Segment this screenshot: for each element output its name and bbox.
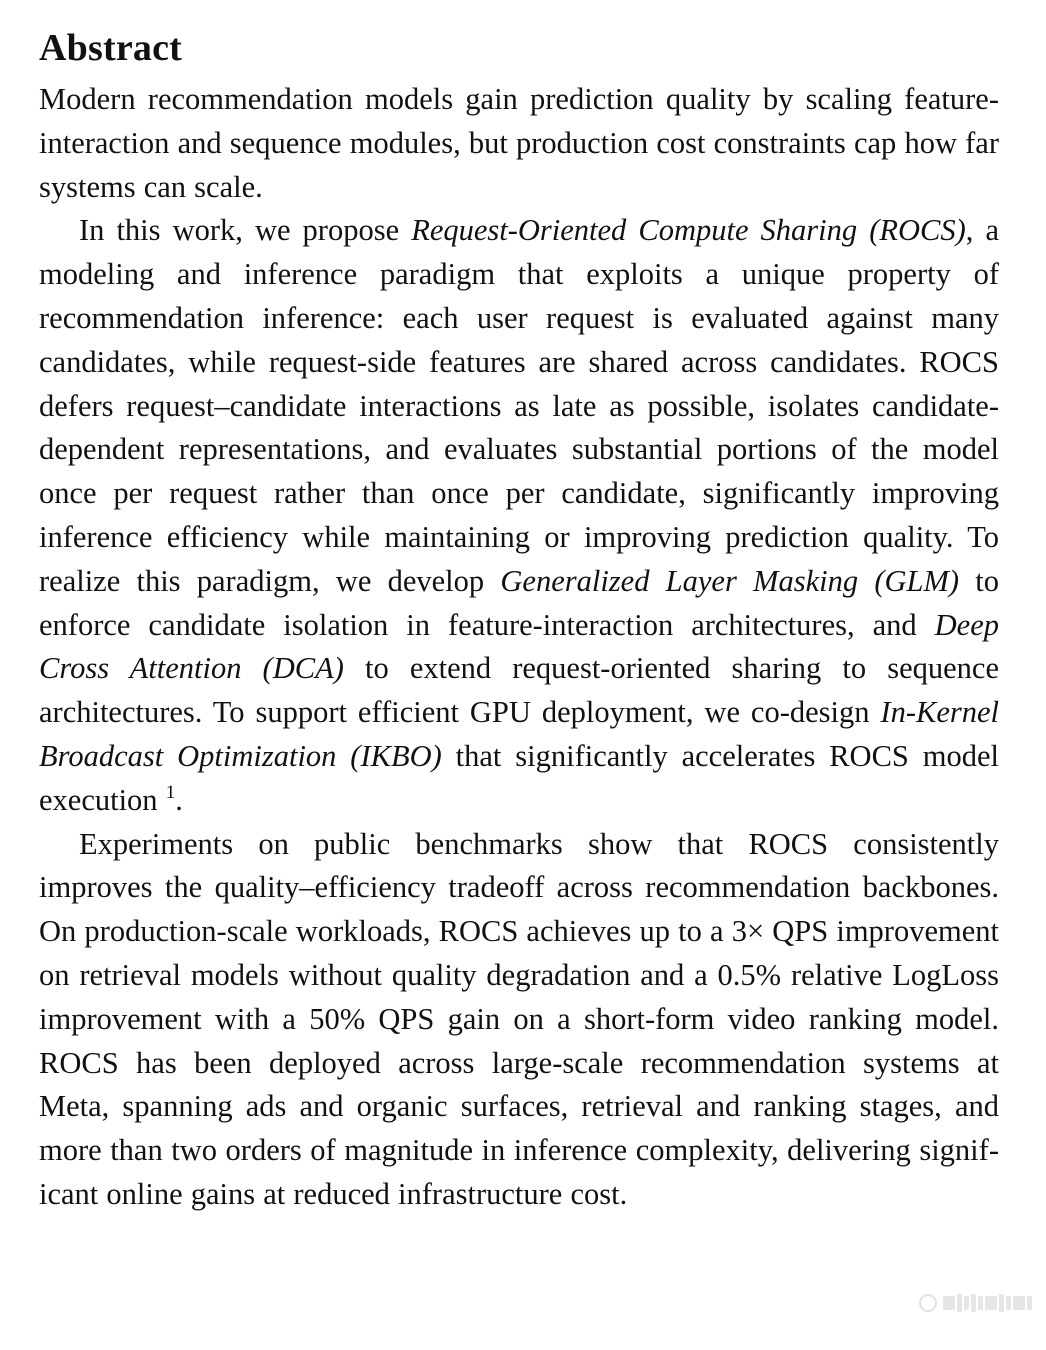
footnote-marker[interactable]: 1 [165,781,176,803]
watermark-bar-icon [1006,1296,1011,1310]
watermark-bar-icon [985,1296,997,1310]
watermark-bar-icon [971,1294,976,1312]
term-ikbo: In-Kernel Broadcast Optimization (IKBO) [39,695,999,773]
paragraph-text: In this work, we propose [79,213,412,248]
watermark-bar-icon [1027,1296,1032,1310]
paragraph-text: Modern recommendation models gain prediction quality by scaling feature-interaction and sequence modules, but production cost constraints cap how far systems can scale. [39,82,999,204]
paragraph-text: , a modeling and inference paradigm that exploits a unique property of recommendation inference: each user request is evaluated against many candidates, while request-side features are shared across candidates. ROCS defers request–candidate interactions as late as possible, isolates candidate-dependent representations, and evaluates substantial portions of the model once per request rather than once per candidate, significantly improving inference efficiency while maintaining or improving prediction quality. To realize this paradigm, we develop [39,213,999,598]
paragraph-text: to enforce candidate isolation in feature-interaction architectures, and [39,563,999,642]
paragraph-text: to extend request-oriented sharing to sequence architectures. To support efficient GPU deployment, we co-design [39,651,999,730]
paragraph-text: Experiments on public benchmarks show that ROCS consistently improves the quality–efficiency tradeoff across recommendation backbones. On production-scale workloads, ROCS achieves up to a 3× QPS improvement on retrieval models without quality degradation and a 0.5% relative LogLoss improvement with a 50% QPS gain on a short-form video ranking model. ROCS has been deployed across large-scale recommendation systems at Meta, spanning ads and organic surfaces, retrieval and ranking stages, and more than two orders of magnitude in inference complexity, delivering significant online gains at reduced infrastructure cost. [39,826,999,1211]
watermark-bar-icon [964,1296,969,1310]
watermark-bar-icon [1013,1296,1025,1310]
watermark-ring-icon [919,1294,937,1312]
watermark-bar-icon [999,1294,1004,1312]
abstract-paragraph-2 [39,209,999,822]
term-dca: Deep Cross Attention (DCA) [39,607,999,686]
term-glm: Generalized Layer Masking (GLM) [500,563,960,598]
watermark-bar-icon [978,1296,983,1310]
paragraph-text: . [175,782,183,817]
watermark-bar-icon [957,1294,962,1312]
term-rocs: Request-Oriented Compute Sharing (ROCS) [411,213,966,248]
abstract-paragraph-1 [39,78,999,209]
abstract-paragraph-3 [39,823,999,1217]
paragraph-text: that significantly accelerates ROCS model execution [39,738,999,817]
abstract-section [39,24,999,1217]
watermark-bar-icon [943,1296,955,1310]
section-heading: Abstract [39,27,183,69]
watermark-logo [919,1292,1032,1314]
